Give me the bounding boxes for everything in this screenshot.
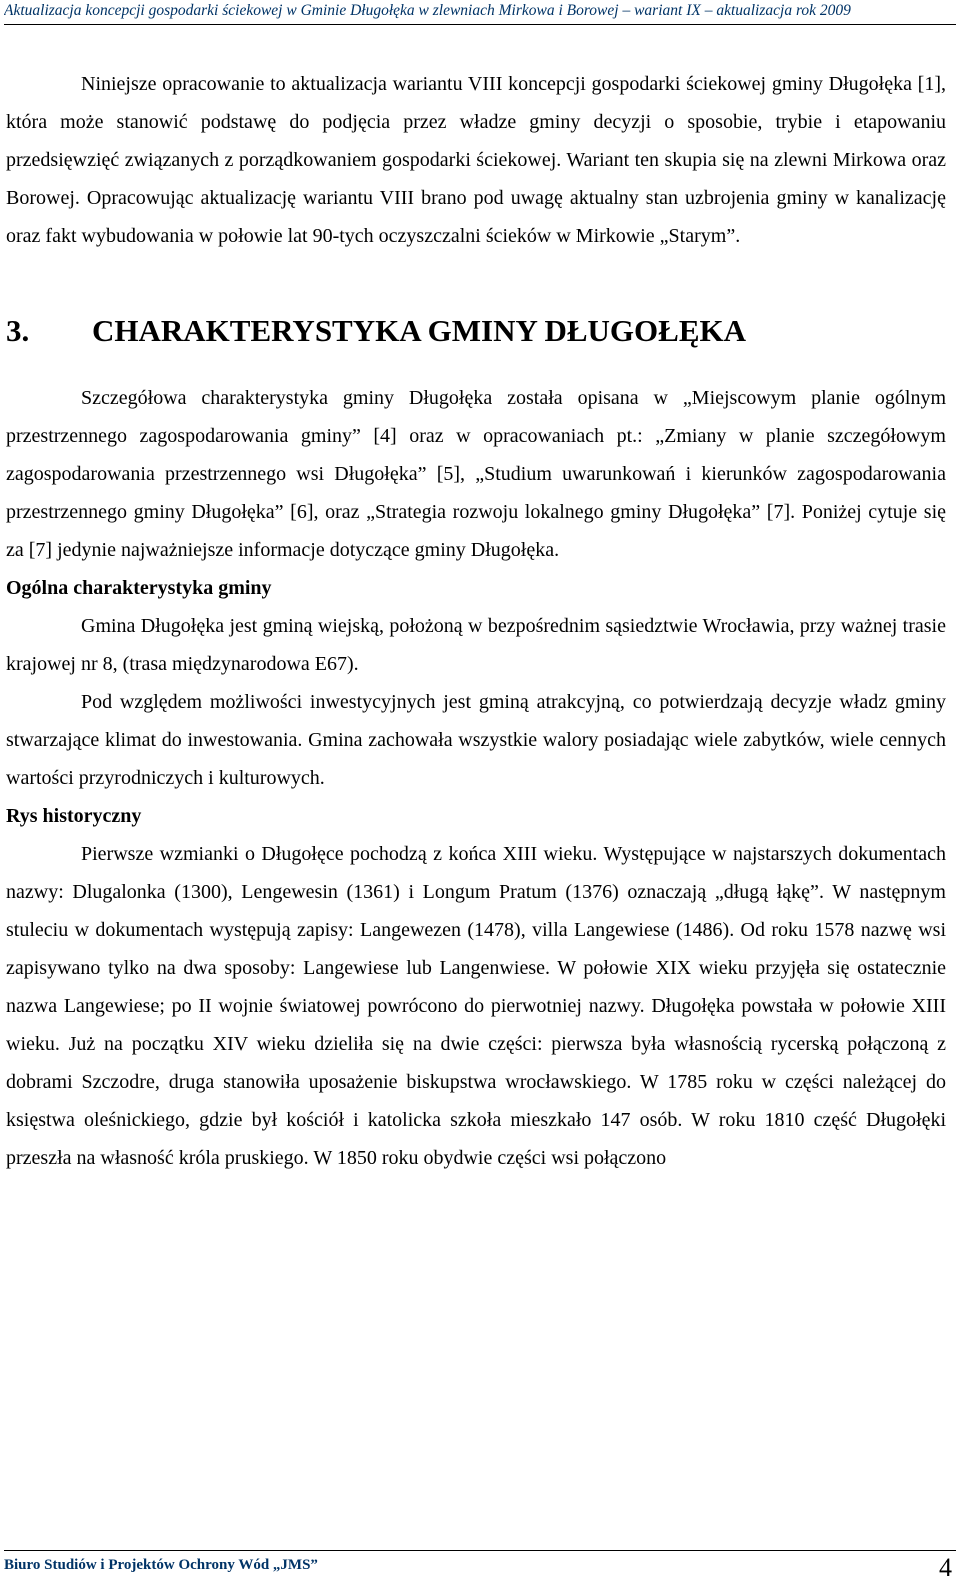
footer-company: Biuro Studiów i Projektów Ochrony Wód „JMS” xyxy=(4,1557,318,1573)
page-number: 4 xyxy=(939,1553,952,1582)
history-paragraph: Pierwsze wzmianki o Długołęce pochodzą z końca XIII wieku. Występujące w najstarszych dokumentach nazwy: Dlugalonka (1300), Lengewesin (1361) i Longum Pratum (1376) oznaczają „długą łąkę”. W następnym stuleciu w dokumentach występują zapisy: Langewezen (1478), villa Langewiese (1486). Od roku 1578 nazwę wsi zapisywano tylko na dwa sposoby: Langewiese lub Langenwiese. W połowie XIX wieku przyjęła się ostatecznie nazwa Langewiese; po II wojnie światowej powrócono do pierwotniej nazwy. Długołęka powstała w połowie XIII wieku. Już na początku XIV wieku dzieliła się na dwie części: pierwsza była własnością rycerską połączoną z dobrami Szczodre, druga stanowiła uposażenie biskupstwa wrocławskiego. W 1785 roku w części należącej do księstwa oleśnickiego, gdzie był kościół i katolicka szkoła mieszkało 147 osób. W roku 1810 część Długołęki przeszła na własność króla pruskiego. W 1850 roku obydwie części wsi połączono xyxy=(6,843,946,1169)
header-title: Aktualizacja koncepcji gospodarki ściekowej w Gminie Długołęka w zlewniach Mirkowa i Borowej – wariant IX – aktualizacja rok 2009 xyxy=(4,2,851,19)
page-footer xyxy=(4,1550,956,1587)
page-content xyxy=(6,65,946,1177)
running-header xyxy=(4,0,956,25)
general-heading: Ogólna charakterystyka gminy xyxy=(6,577,272,599)
general-paragraph-2: Pod względem możliwości inwestycyjnych jest gminą atrakcyjną, co potwierdzają decyzje władz gminy stwarzające klimat do inwestowania. Gmina zachowała wszystkie walory posiadając wiele zabytków, wiele cennych wartości przyrodniczych i kulturowych. xyxy=(6,691,946,789)
section-heading xyxy=(6,301,946,361)
history-heading: Rys historyczny xyxy=(6,805,142,827)
general-paragraph-1: Gmina Długołęka jest gminą wiejską, położoną w bezpośrednim sąsiedztwie Wrocławia, przy ważnej trasie krajowej nr 8, (trasa międzynarodowa E67). xyxy=(6,615,946,675)
section-intro-paragraph: Szczegółowa charakterystyka gminy Długołęka została opisana w „Miejscowym planie ogólnym przestrzennego zagospodarowania gminy” [4] oraz w opracowaniach pt.: „Zmiany w planie szczegółowym zagospodarowania przestrzennego wsi Długołęka” [5], „Studium uwarunkowań i kierunków zagospodarowania przestrzennego gminy Długołęka” [6], oraz „Strategia rozwoju lokalnego gminy Długołęka” [7]. Poniżej cytuje się za [7] jedynie najważniejsze informacje dotyczące gminy Długołęka. xyxy=(6,387,946,561)
section-number: 3. xyxy=(6,313,30,348)
section-title: CHARAKTERYSTYKA GMINY DŁUGOŁĘKA xyxy=(92,313,746,348)
intro-paragraph: Niniejsze opracowanie to aktualizacja wariantu VIII koncepcji gospodarki ściekowej gminy Długołęka [1], która może stanowić podstawę do podjęcia przez władze gminy decyzji o sposobie, trybie i etapowaniu przedsięwzięć związanych z porządkowaniem gospodarki ściekowej. Wariant ten skupia się na zlewni Mirkowa oraz Borowej. Opracowując aktualizację wariantu VIII brano pod uwagę aktualny stan uzbrojenia gminy w kanalizację oraz fakt wybudowania w połowie lat 90-tych oczyszczalni ścieków w Mirkowie „Starym”. xyxy=(6,73,946,247)
